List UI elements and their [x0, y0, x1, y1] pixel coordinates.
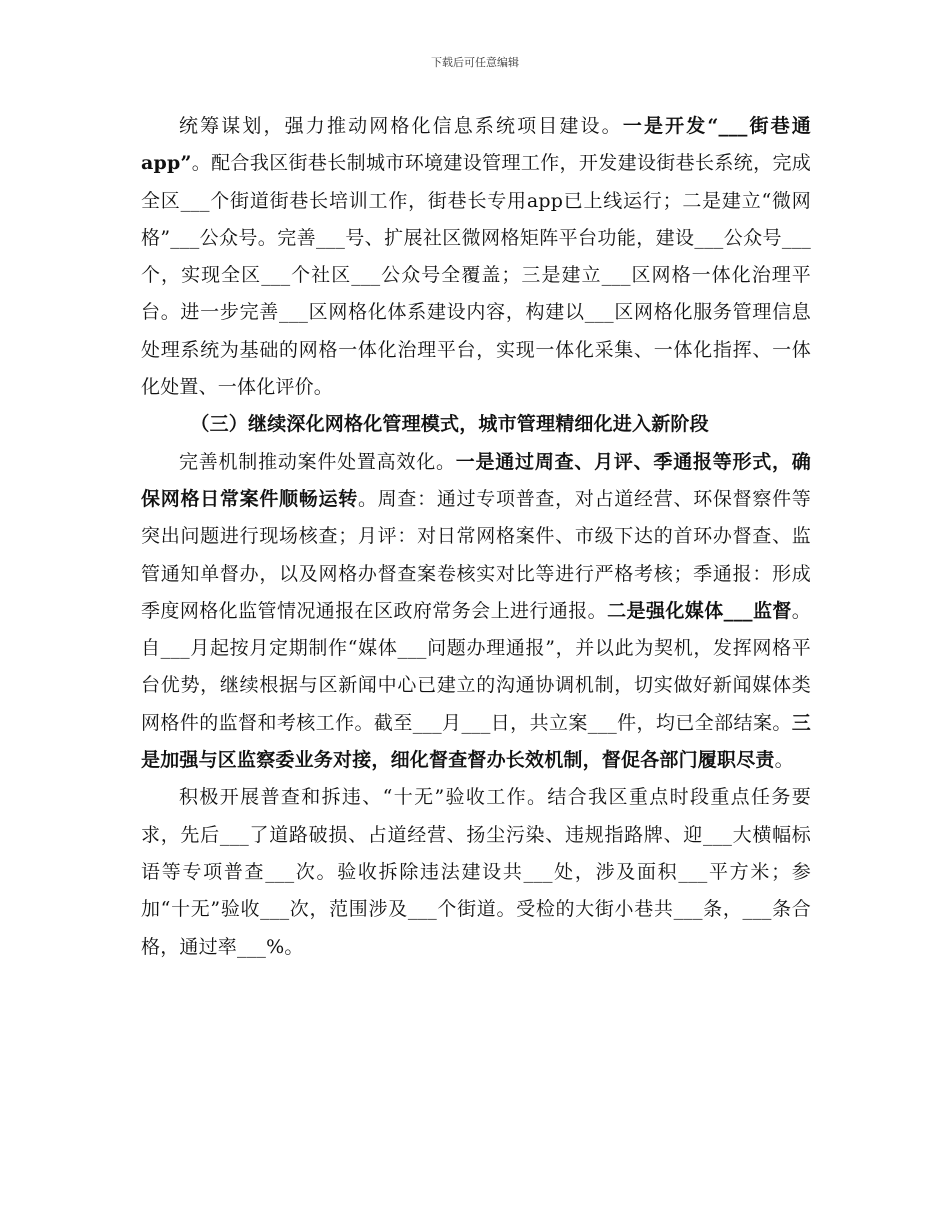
- text-span: 。: [774, 749, 794, 772]
- paragraph-case-handling: [141, 444, 811, 780]
- document-body: [141, 108, 811, 966]
- paragraph-inspection: [141, 779, 811, 965]
- text-span: 积极开展普查和拆违、“十无”验收工作。结合我区重点时段重点任务要求，先后___了道路破损、占道经营、扬尘污染、违规指路牌、迎___大横幅标语等专项普查___次。验收拆除违法建设共___处，涉及面积___平方米；参加“十无”验收___次，范围涉及___个街道。受检的大街小巷共___条，___条合格，通过率___%。: [141, 786, 811, 958]
- bold-text-span: 二是强化媒体___监督: [607, 599, 792, 622]
- text-span: 统筹谋划，强力推动网格化信息系统项目建设。: [179, 115, 623, 137]
- heading-text: （三）继续深化网格化管理模式，城市管理精细化进入新阶段: [190, 413, 709, 436]
- paragraph-system-construction: [141, 108, 811, 406]
- bold-text-span: 三是加强与区监察委业务对接，细化督查督办长效机制，督促各部门履职尽责: [141, 711, 811, 772]
- text-span: 完善机制推动案件处置高效化。: [179, 450, 456, 473]
- bold-text-span: 一是开发“___街巷通app”: [141, 115, 811, 175]
- text-span: 。自___月起按月定期制作“媒体___问题办理通报”，并以此为契机，发挥网格平台优势，继续根据与区新闻中心已建立的沟通协调机制，切实做好新闻媒体类网格件的监督和考核工作。截至___月___日，共立案___件，均已全部结案。: [141, 599, 811, 734]
- bold-text-span: 一是通过周查、月评、季通报等形式，确保网格日常案件顺畅运转: [141, 450, 811, 510]
- text-span: 。配合我区街巷长制城市环境建设管理工作，开发建设街巷长系统，完成全区___个街道街巷长培训工作，街巷长专用app已上线运行；二是建立“微网格”___公众号。完善___号、扩展社区微网格矩阵平台功能，建设___公众号___个，实现全区___个社区___公众号全覆盖；三是建立___区网格一体化治理平台。进一步完善___区网格化体系建设内容，构建以___区网格化服务管理信息处理系统为基础的网格一体化治理平台，实现一体化采集、一体化指挥、一体化处置、一体化评价。: [141, 152, 811, 399]
- section-heading: [141, 406, 811, 443]
- page-header: 下载后可任意编辑: [431, 56, 519, 69]
- text-span: 。周查：通过专项普查，对占道经营、环保督察件等突出问题进行现场核查；月评：对日常网格案件、市级下达的首环办督查、监管通知单督办，以及网格办督查案卷核实对比等进行严格考核；季通报：形成季度网格化监管情况通报在区政府常务会上进行通报。: [141, 487, 811, 622]
